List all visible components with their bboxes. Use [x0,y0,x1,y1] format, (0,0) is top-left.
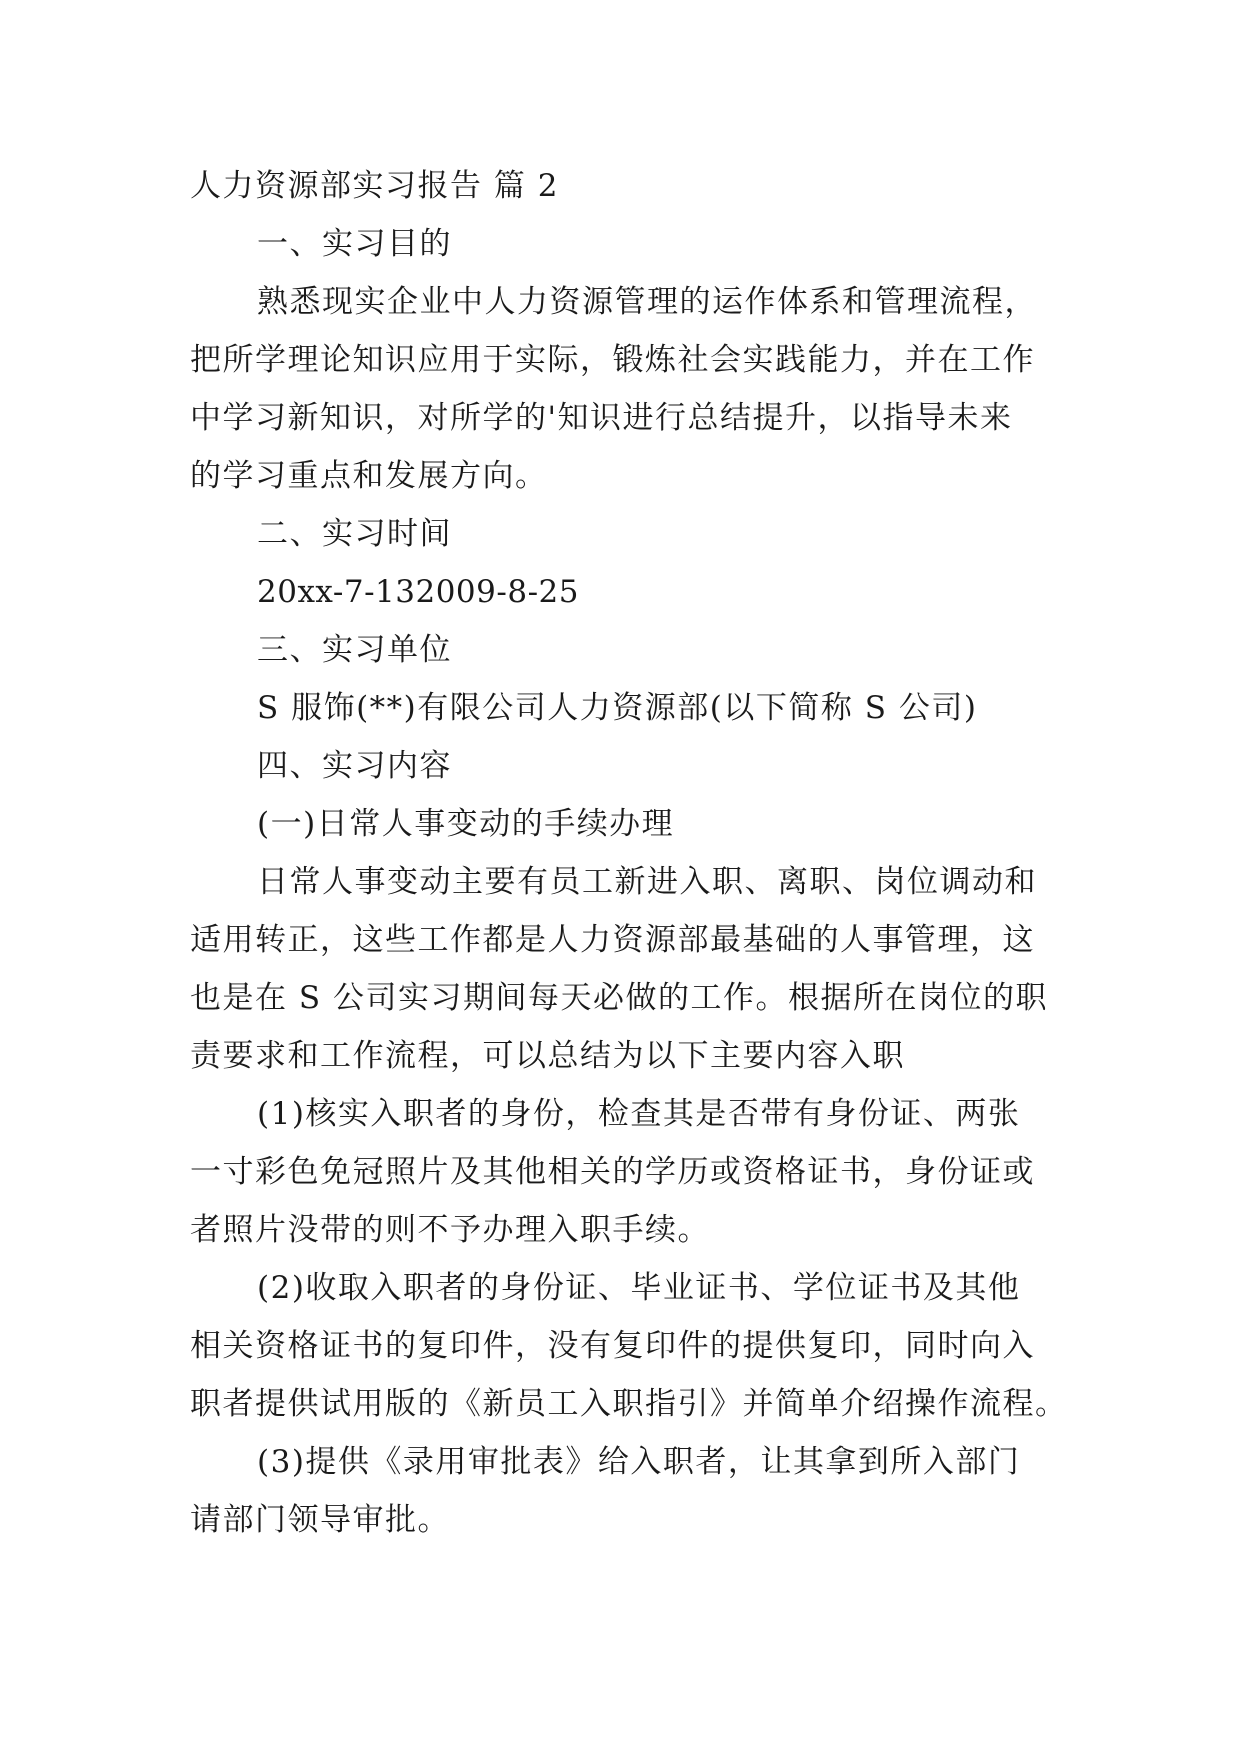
list-item-line: 相关资格证书的复印件，没有复印件的提供复印，同时向入 [190,1328,1035,1364]
internship-period: 20xx-7-132009-8-25 [257,574,579,610]
paragraph-line: 把所学理论知识应用于实际，锻炼社会实践能力，并在工作 [190,342,1035,378]
paragraph-line: 适用转正，这些工作都是人力资源部最基础的人事管理，这 [190,922,1035,958]
paragraph-line: 的学习重点和发展方向。 [190,458,548,494]
list-item-line: (2)收取入职者的身份证、毕业证书、学位证书及其他 [257,1270,1021,1306]
paragraph-line: 也是在 S 公司实习期间每天必做的工作。根据所在岗位的职 [190,980,1048,1016]
sub-heading: (一)日常人事变动的手续办理 [257,806,675,842]
internship-unit: S 服饰(**)有限公司人力资源部(以下简称 S 公司) [257,690,978,726]
document-title: 人力资源部实习报告 篇 2 [190,168,559,204]
paragraph-line: 责要求和工作流程，可以总结为以下主要内容入职 [190,1038,905,1074]
paragraph-line: 熟悉现实企业中人力资源管理的运作体系和管理流程， [257,284,1037,320]
list-item-line: 职者提供试用版的《新员工入职指引》并简单介绍操作流程。 [190,1386,1068,1422]
section-heading-purpose: 一、实习目的 [257,226,452,262]
paragraph-line: 日常人事变动主要有员工新进入职、离职、岗位调动和 [257,864,1037,900]
section-heading-content: 四、实习内容 [257,748,452,784]
list-item-line: (1)核实入职者的身份，检查其是否带有身份证、两张 [257,1096,1021,1132]
section-heading-time: 二、实习时间 [257,516,452,552]
list-item-line: 请部门领导审批。 [190,1502,450,1538]
paragraph-line: 中学习新知识，对所学的'知识进行总结提升，以指导未来 [190,400,1013,436]
list-item-line: (3)提供《录用审批表》给入职者，让其拿到所入部门 [257,1444,1021,1480]
section-heading-unit: 三、实习单位 [257,632,452,668]
list-item-line: 一寸彩色免冠照片及其他相关的学历或资格证书，身份证或 [190,1154,1035,1190]
list-item-line: 者照片没带的则不予办理入职手续。 [190,1212,710,1248]
